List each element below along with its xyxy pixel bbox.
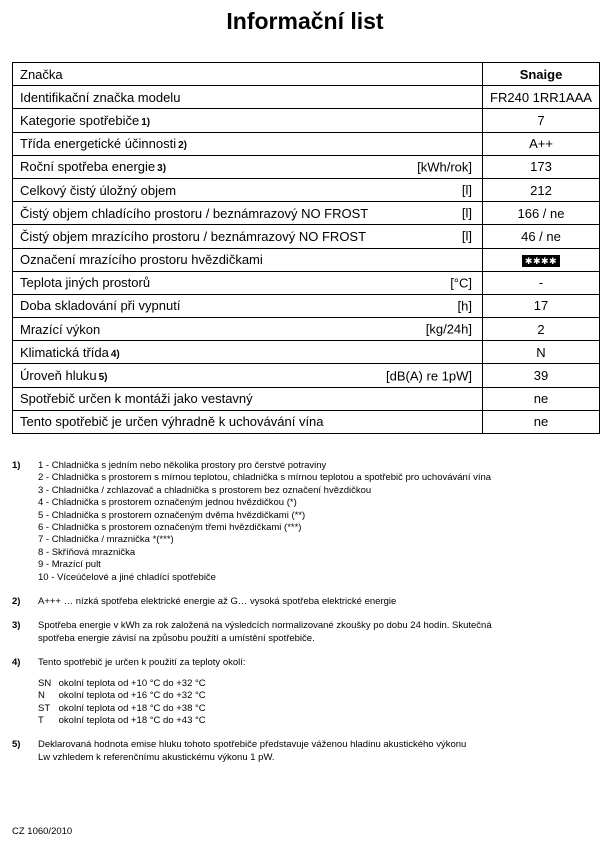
spec-unit: [h] <box>457 298 472 314</box>
spec-label: Spotřebič určen k montáži jako vestavný <box>20 391 253 407</box>
spec-unit: [dB(A) re 1pW] <box>386 368 472 384</box>
spec-unit: [kWh/rok] <box>417 159 472 175</box>
category-line: 9 - Mrazící pult <box>38 559 101 571</box>
footnote-2 <box>12 596 602 608</box>
spec-unit: [l] <box>461 205 472 221</box>
spec-value-cell <box>483 202 600 225</box>
spec-label-cell <box>13 63 483 86</box>
category-line: 6 - Chladnička s prostorem označeným třemi hvězdičkami (***) <box>38 522 302 534</box>
footnote-4 <box>12 657 602 727</box>
footnote-number: 4) <box>12 657 21 669</box>
spec-row <box>13 63 600 86</box>
category-line: 1 - Chladnička s jedním nebo několika prostory pro čerstvé potraviny <box>38 460 327 471</box>
spec-value-cell <box>483 364 600 387</box>
spec-value: ne <box>533 391 549 407</box>
spec-value-cell <box>483 248 600 271</box>
footnote-number: 3) <box>12 620 21 632</box>
spec-label: Třída energetické účinnosti <box>20 136 177 152</box>
spec-value-cell <box>483 410 600 433</box>
climate-class-range: okolní teplota od +16 °C do +32 °C <box>58 690 206 702</box>
climate-class-code: T <box>38 714 44 726</box>
spec-label: Čistý objem mrazícího prostoru / beznámrazový NO FROST <box>20 228 367 244</box>
footnote-number: 2) <box>12 596 21 608</box>
spec-value-cell <box>483 341 600 364</box>
spec-value-cell <box>483 225 600 248</box>
spec-row <box>13 294 600 317</box>
footnote-number: 5) <box>12 739 21 751</box>
spec-value: 173 <box>530 159 552 175</box>
spec-label: Doba skladování při vypnutí <box>20 298 181 314</box>
climate-class-range: okolní teplota od +10 °C do +32 °C <box>58 677 206 689</box>
spec-value-cell <box>483 294 600 317</box>
spec-value: 212 <box>530 182 552 198</box>
spec-value: 46 / ne <box>521 228 561 244</box>
spec-label: Čistý objem chladícího prostoru / beznámrazový NO FROST <box>20 205 369 221</box>
climate-class-code: ST <box>38 702 51 714</box>
spec-label: Teplota jiných prostorů <box>20 275 151 291</box>
spec-value: FR240 1RR1AAA <box>490 89 592 105</box>
spec-label-cell <box>13 341 483 364</box>
spec-label: Roční spotřeba energie <box>20 159 156 175</box>
spec-row <box>13 109 600 132</box>
spec-label-cell <box>13 410 483 433</box>
spec-value: ne <box>533 414 549 430</box>
spec-label-cell <box>13 364 483 387</box>
climate-class-code: SN <box>38 677 52 689</box>
footnotes <box>12 460 602 776</box>
spec-label: Tento spotřebič je určen výhradně k uchovávání vína <box>20 414 324 430</box>
footnote-ref: 4) <box>110 348 120 360</box>
spec-value: 39 <box>533 368 549 384</box>
spec-label-cell <box>13 387 483 410</box>
spec-row <box>13 410 600 433</box>
spec-value: Snaige <box>519 66 563 82</box>
footnote-ref: 5) <box>98 372 108 384</box>
spec-label-cell <box>13 294 483 317</box>
spec-row <box>13 132 600 155</box>
footnote-text: Spotřeba energie v kWh za rok založená na výsledcích normalizované zkoušky po dobu 24 hodin. Skutečná <box>38 620 492 632</box>
climate-class-row <box>38 703 602 715</box>
footnote-1 <box>12 460 602 584</box>
spec-label-cell <box>13 248 483 271</box>
spec-value-cell <box>483 132 600 155</box>
spec-value: A++ <box>529 136 553 152</box>
category-line: 3 - Chladnička / zchlazovač a chladnička s prostorem bez označení hvězdičkou <box>38 484 372 496</box>
freezer-star-rating-icon: ✱✱✱✱ <box>522 255 560 267</box>
spec-label: Celkový čistý úložný objem <box>20 182 177 198</box>
spec-label: Identifikační značka modelu <box>20 89 181 105</box>
regulation-reference: CZ 1060/2010 <box>12 826 73 837</box>
spec-row <box>13 387 600 410</box>
spec-value: 166 / ne <box>517 205 565 221</box>
spec-label: Označení mrazícího prostoru hvězdičkami <box>20 252 263 268</box>
spec-row <box>13 318 600 341</box>
spec-row <box>13 225 600 248</box>
spec-value-cell <box>483 155 600 178</box>
climate-class-range: okolní teplota od +18 °C do +38 °C <box>58 702 206 714</box>
spec-row <box>13 155 600 178</box>
spec-row <box>13 341 600 364</box>
spec-label-cell <box>13 225 483 248</box>
spec-value-cell <box>483 271 600 294</box>
footnote-ref: 1) <box>141 116 151 128</box>
spec-value-cell <box>483 178 600 201</box>
spec-row <box>13 86 600 109</box>
footnote-5 <box>12 739 602 764</box>
spec-row <box>13 271 600 294</box>
spec-label-cell <box>13 155 483 178</box>
climate-class-list <box>38 678 602 728</box>
spec-value: 7 <box>537 112 545 128</box>
spec-label-cell <box>13 109 483 132</box>
climate-class-row <box>38 678 602 690</box>
spec-label-cell <box>13 178 483 201</box>
climate-class-code: N <box>38 690 45 702</box>
spec-label: Značka <box>20 66 63 82</box>
spec-unit: [kg/24h] <box>425 321 472 337</box>
spec-value-cell <box>483 109 600 132</box>
category-line: 2 - Chladnička s prostorem s mírnou teplotou, chladnička s mírnou teplotou a spotřebič pro uchovávání vína <box>38 472 492 484</box>
spec-label-cell <box>13 271 483 294</box>
spec-table <box>12 62 600 434</box>
footnote-text: Lw vzhledem k referenčnímu akustickému výkonu 1 pW. <box>38 751 275 763</box>
category-line: 4 - Chladnička s prostorem označeným jednou hvězdičkou (*) <box>38 497 297 509</box>
spec-label: Kategorie spotřebiče <box>20 112 140 128</box>
spec-row <box>13 202 600 225</box>
category-line: 10 - Víceúčelové a jiné chladící spotřebiče <box>38 571 216 583</box>
spec-value: N <box>536 344 546 360</box>
spec-row <box>13 248 600 271</box>
footnote-ref: 3) <box>157 163 167 175</box>
spec-unit: [l] <box>461 182 472 198</box>
footnote-text: A+++ … nízká spotřeba elektrické energie až G… vysoká spotřeba elektrické energie <box>38 596 397 608</box>
footnote-text: Deklarovaná hodnota emise hluku tohoto spotřebiče představuje váženou hladinu akustického výkonu <box>38 739 467 751</box>
spec-value: - <box>538 275 544 291</box>
spec-label-cell <box>13 202 483 225</box>
spec-value-cell <box>483 63 600 86</box>
category-line: 8 - Skříňová mraznička <box>38 546 136 558</box>
category-line: 5 - Chladnička s prostorem označeným dvěma hvězdičkami (**) <box>38 509 306 521</box>
spec-value-cell <box>483 387 600 410</box>
footnote-3 <box>12 620 602 645</box>
spec-label: Mrazící výkon <box>20 321 101 337</box>
category-line: 7 - Chladnička / mraznička *(***) <box>38 534 174 546</box>
footnote-number: 1) <box>12 460 21 471</box>
climate-class-row <box>38 715 602 727</box>
spec-label-cell <box>13 318 483 341</box>
spec-row <box>13 178 600 201</box>
footnote-text: spotřeba energie závisí na způsobu použití a umístění spotřebiče. <box>38 632 315 644</box>
footnote-ref: 2) <box>178 140 187 152</box>
page-title: Informační list <box>226 8 384 34</box>
climate-class-row <box>38 690 602 702</box>
spec-value: 17 <box>533 298 549 314</box>
climate-class-range: okolní teplota od +18 °C do +43 °C <box>58 714 206 726</box>
spec-label: Klimatická třída <box>20 344 109 360</box>
spec-value-cell <box>483 86 600 109</box>
spec-value-cell <box>483 318 600 341</box>
spec-label-cell <box>13 132 483 155</box>
spec-unit: [°C] <box>450 275 472 291</box>
spec-unit: [l] <box>461 228 472 244</box>
spec-label-cell <box>13 86 483 109</box>
spec-value: 2 <box>537 321 545 337</box>
footnote-text: Tento spotřebič je určen k použití za teploty okolí: <box>38 657 246 669</box>
spec-row <box>13 364 600 387</box>
spec-label: Úroveň hluku <box>20 368 97 384</box>
